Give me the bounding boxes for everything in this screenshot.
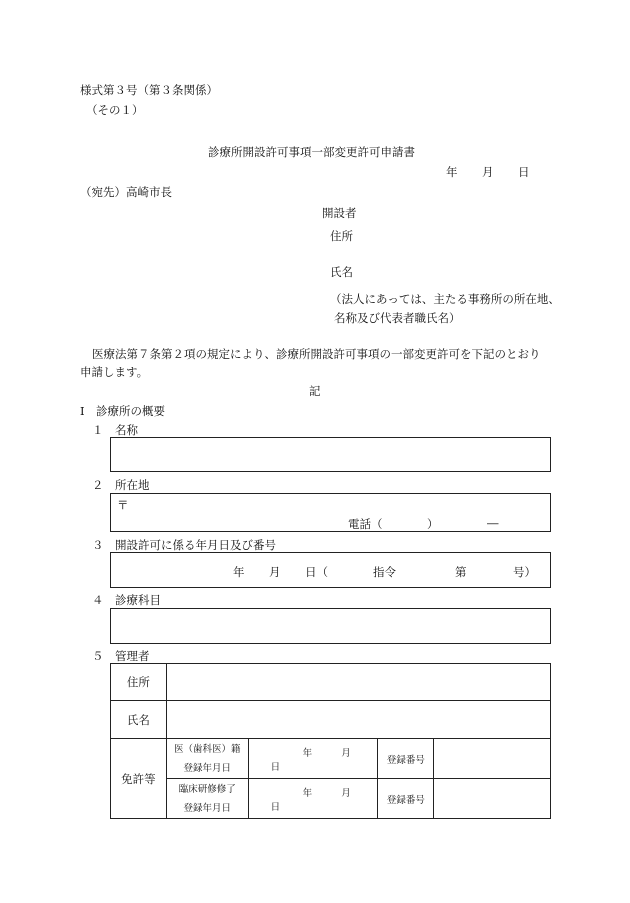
row1-label-line1: 医（歯科医）籍 <box>174 743 241 755</box>
manager-name-field[interactable] <box>166 701 550 739</box>
item3-label: ３ 開設許可に係る年月日及び番号 <box>92 538 276 552</box>
postal-mark: 〒 <box>117 498 129 512</box>
item5-label: ５ 管理者 <box>92 649 150 663</box>
page-title: 診療所開設許可事項一部変更許可申請書 <box>208 145 415 159</box>
license-label: 免許等 <box>111 739 167 819</box>
date-year: 年 <box>446 165 458 179</box>
body-line1: 医療法第７条第２項の規定により、診療所開設許可事項の一部変更許可を下記のとおり <box>92 347 541 361</box>
manager-address-label: 住所 <box>111 664 167 701</box>
applicant-note-line1: （法人にあっては、主たる事務所の所在地、 <box>330 292 560 306</box>
row1-date-day: 日 <box>270 761 281 773</box>
row2-reg-number-field[interactable] <box>434 779 551 819</box>
applicant-name-label: 氏名 <box>330 265 353 279</box>
row2-label-line1: 臨床研修修了 <box>178 783 236 795</box>
row1-label <box>166 739 248 779</box>
name-field[interactable] <box>110 437 551 472</box>
applicant-address-label: 住所 <box>330 229 353 243</box>
row1-reg-number-field[interactable] <box>434 739 551 779</box>
ki-label: 記 <box>309 384 321 398</box>
section1-heading: Ⅰ 診療所の概要 <box>80 404 166 418</box>
row2-label-line2: 登録年月日 <box>183 802 232 814</box>
row1-date-month: 月 <box>341 747 351 759</box>
date-month: 月 <box>482 165 494 179</box>
permit-field[interactable] <box>110 552 551 588</box>
body-line2: 申請します。 <box>80 365 149 379</box>
phone-dash: ― <box>487 516 499 530</box>
row2-reg-number-label: 登録番号 <box>378 779 434 819</box>
permit-year: 年 <box>233 565 245 579</box>
departments-field[interactable] <box>110 608 551 644</box>
item1-label: １ 名称 <box>92 423 138 437</box>
item4-label: ４ 診療科目 <box>92 593 161 607</box>
manager-address-field[interactable] <box>166 664 550 701</box>
row2-date-month: 月 <box>341 787 351 799</box>
phone-close: ） <box>427 517 439 531</box>
permit-directive: 指令 <box>373 565 396 579</box>
manager-table <box>110 663 551 819</box>
form-number: 様式第３号（第３条関係） <box>80 83 218 97</box>
phone-label: 電話（ <box>348 517 383 531</box>
permit-month: 月 <box>269 565 281 579</box>
applicant-note-line2: 名称及び代表者職氏名） <box>334 311 461 325</box>
manager-name-label: 氏名 <box>111 701 167 739</box>
item2-label: ２ 所在地 <box>92 478 150 492</box>
row2-date-year: 年 <box>302 787 313 799</box>
addressee: （宛先）高崎市長 <box>80 185 172 199</box>
row1-date-year: 年 <box>302 747 313 759</box>
permit-go: 号） <box>513 565 536 579</box>
applicant-heading: 開設者 <box>322 206 357 220</box>
permit-day: 日（ <box>305 565 328 579</box>
row1-date-field[interactable] <box>248 739 378 779</box>
row1-label-line2: 登録年月日 <box>183 762 232 774</box>
row1-reg-number-label: 登録番号 <box>378 739 434 779</box>
row2-label <box>166 779 248 819</box>
permit-dai: 第 <box>455 565 467 579</box>
row2-date-field[interactable] <box>248 779 378 819</box>
date-day: 日 <box>518 165 530 179</box>
row2-date-day: 日 <box>270 801 281 813</box>
sub-number: （その１） <box>86 103 144 117</box>
address-field[interactable] <box>110 493 551 532</box>
